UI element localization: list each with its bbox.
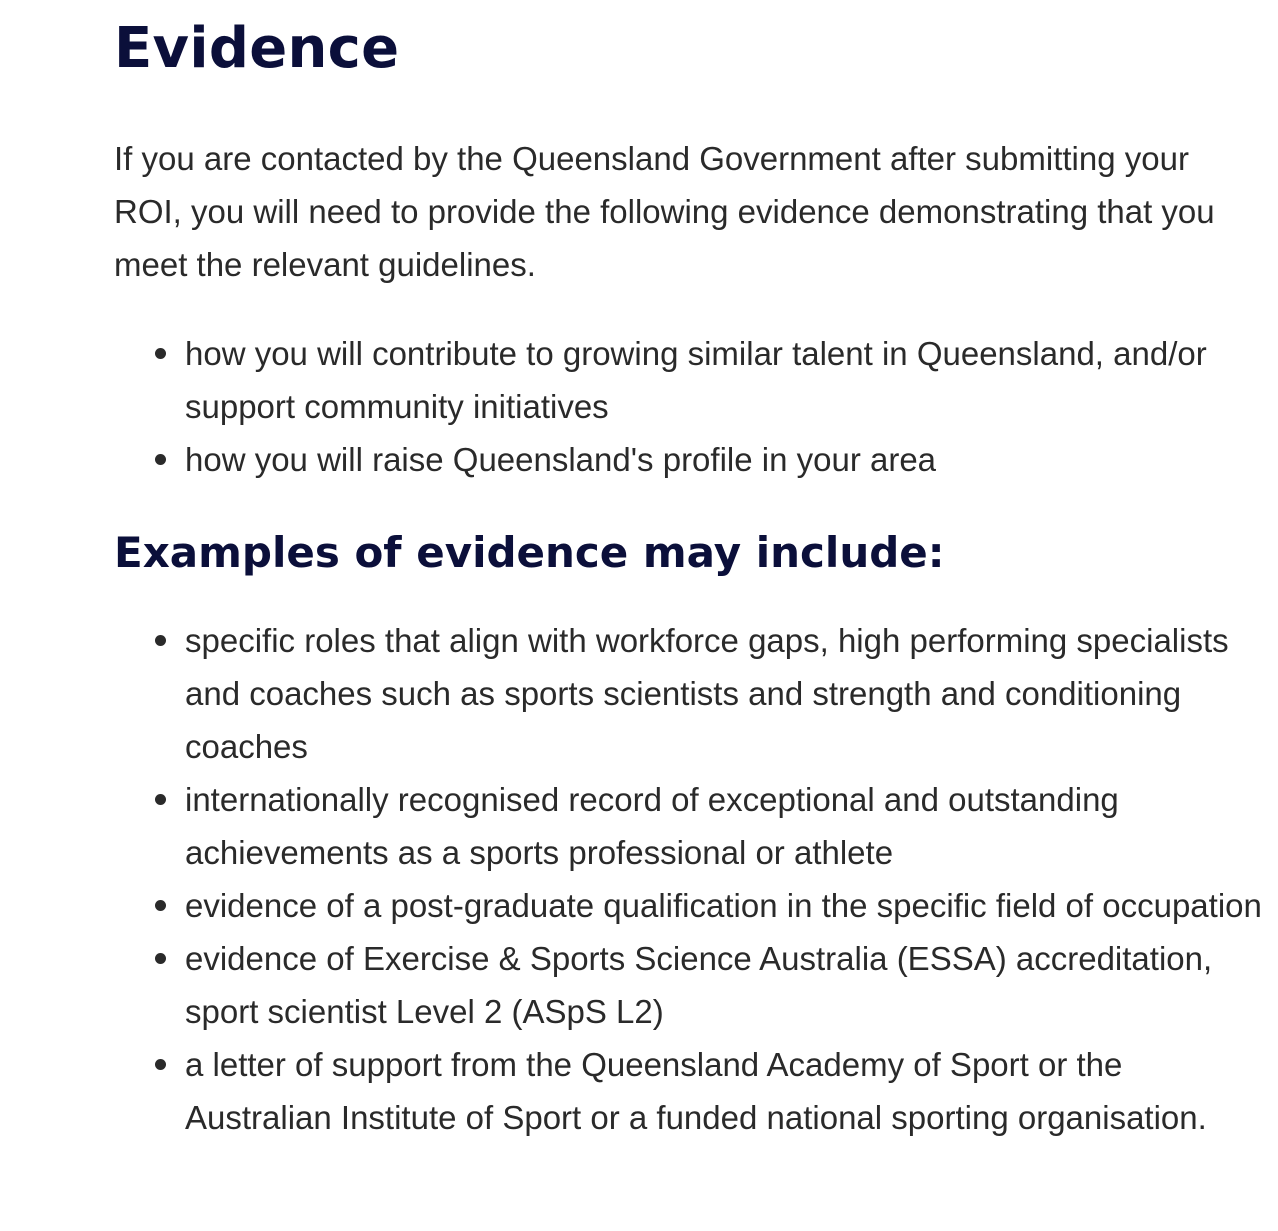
list-item — [114, 433, 1234, 486]
list-item — [114, 879, 1264, 932]
bullet-icon — [155, 900, 166, 911]
list-item — [114, 327, 1234, 433]
requirements-list — [114, 327, 1234, 486]
list-item-text: specific roles that align with workforce gaps, high performing specialists and coaches such as sports scientists and strength and conditioning coaches — [185, 622, 1229, 765]
list-item-text: internationally recognised record of exceptional and outstanding achievements as a sports professional or athlete — [185, 781, 1119, 871]
main-content — [114, 0, 1264, 1144]
examples-heading: Examples of evidence may include: — [114, 528, 945, 577]
bullet-icon — [155, 454, 166, 465]
list-item — [114, 614, 1264, 773]
bullet-icon — [155, 1059, 166, 1070]
list-item-text: how you will contribute to growing similar talent in Queensland, and/or support community initiatives — [185, 335, 1207, 425]
list-item-text: how you will raise Queensland's profile in your area — [185, 441, 937, 478]
bullet-icon — [155, 794, 166, 805]
bullet-icon — [155, 953, 166, 964]
list-item-text: a letter of support from the Queensland Academy of Sport or the Australian Institute of Sport or a funded national sporting organisation. — [185, 1046, 1207, 1136]
list-item — [114, 773, 1264, 879]
list-item-text: evidence of Exercise & Sports Science Australia (ESSA) accreditation, sport scientist Level 2 (ASpS L2) — [185, 940, 1213, 1030]
list-item-text: evidence of a post-graduate qualification in the specific field of occupation — [185, 887, 1262, 924]
examples-list — [114, 614, 1264, 1144]
bullet-icon — [155, 348, 166, 359]
bullet-icon — [155, 635, 166, 646]
list-item — [114, 1038, 1264, 1144]
page-title: Evidence — [114, 16, 400, 81]
list-item — [114, 932, 1264, 1038]
intro-paragraph: If you are contacted by the Queensland Government after submitting your ROI, you will need to provide the following evidence demonstrating that you meet the relevant guidelines. — [114, 140, 1215, 283]
